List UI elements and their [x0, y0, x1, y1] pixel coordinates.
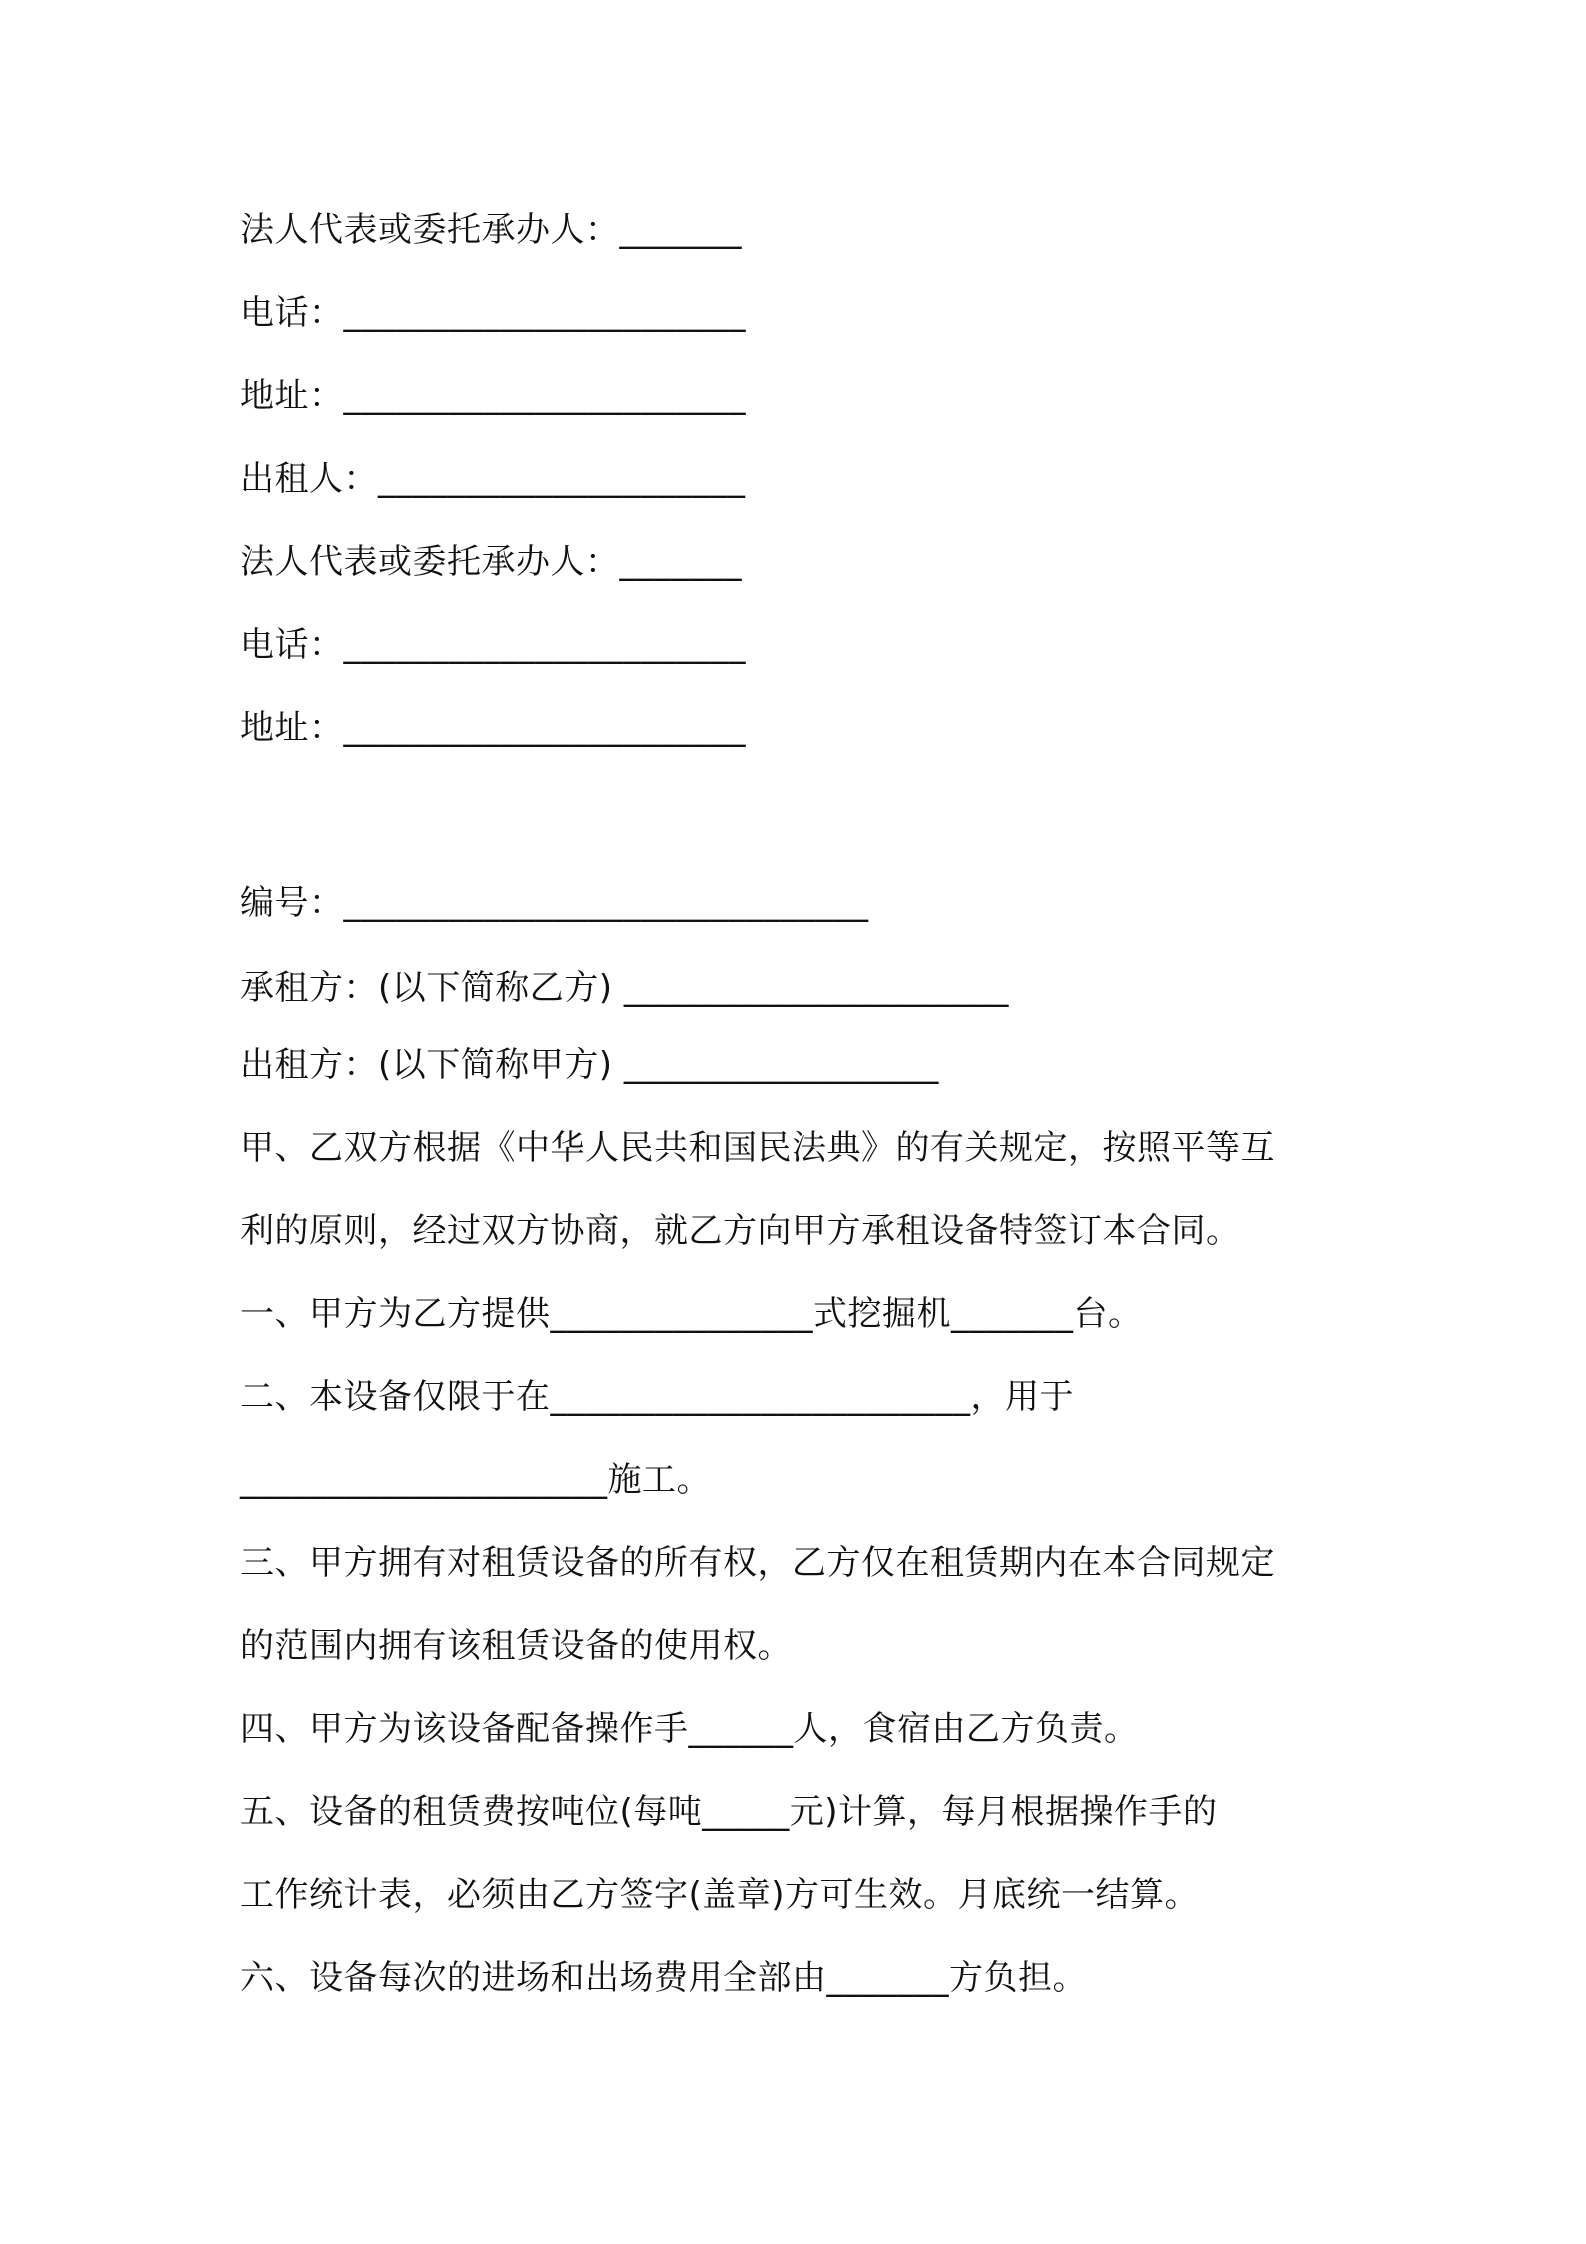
clause-6: 六、设备每次的进场和出场费用全部由_______方负担。	[240, 1958, 1087, 1998]
clause-2-line-1: 二、本设备仅限于在________________________，用于	[240, 1377, 1074, 1417]
lessor-representative-line: 法人代表或委托承办人：_______	[240, 542, 742, 582]
lessor-party-line: 出租方：(以下简称甲方) __________________	[240, 1045, 939, 1085]
clause-4: 四、甲方为该设备配备操作手______人，食宿由乙方负责。	[240, 1709, 1139, 1749]
lessor-address-line: 地址：_______________________	[240, 708, 746, 748]
clause-2-line-2: _____________________施工。	[240, 1460, 711, 1500]
lessor-phone-line: 电话：_______________________	[240, 625, 746, 665]
clause-3-line-2: 的范围内拥有该租赁设备的使用权。	[240, 1626, 792, 1666]
preamble-line-1: 甲、乙双方根据《中华人民共和国民法典》的有关规定，按照平等互	[240, 1128, 1275, 1168]
lessor-name-line: 出租人：_____________________	[240, 459, 746, 499]
clause-5-line-1: 五、设备的租赁费按吨位(每吨_____元)计算，每月根据操作手的	[240, 1792, 1218, 1832]
lessee-representative-line: 法人代表或委托承办人：_______	[240, 210, 742, 250]
lessee-address-line: 地址：_______________________	[240, 376, 746, 416]
lessee-party-line: 承租方：(以下简称乙方) ______________________	[240, 968, 1009, 1008]
clause-1: 一、甲方为乙方提供_______________式挖掘机_______台。	[240, 1294, 1143, 1334]
clause-3-line-1: 三、甲方拥有对租赁设备的所有权，乙方仅在租赁期内在本合同规定	[240, 1543, 1275, 1583]
contract-number-line: 编号：______________________________	[240, 883, 869, 923]
clause-5-line-2: 工作统计表，必须由乙方签字(盖章)方可生效。月底统一结算。	[240, 1875, 1200, 1915]
preamble-line-2: 利的原则，经过双方协商，就乙方向甲方承租设备特签订本合同。	[240, 1211, 1241, 1251]
lessee-phone-line: 电话：_______________________	[240, 293, 746, 333]
